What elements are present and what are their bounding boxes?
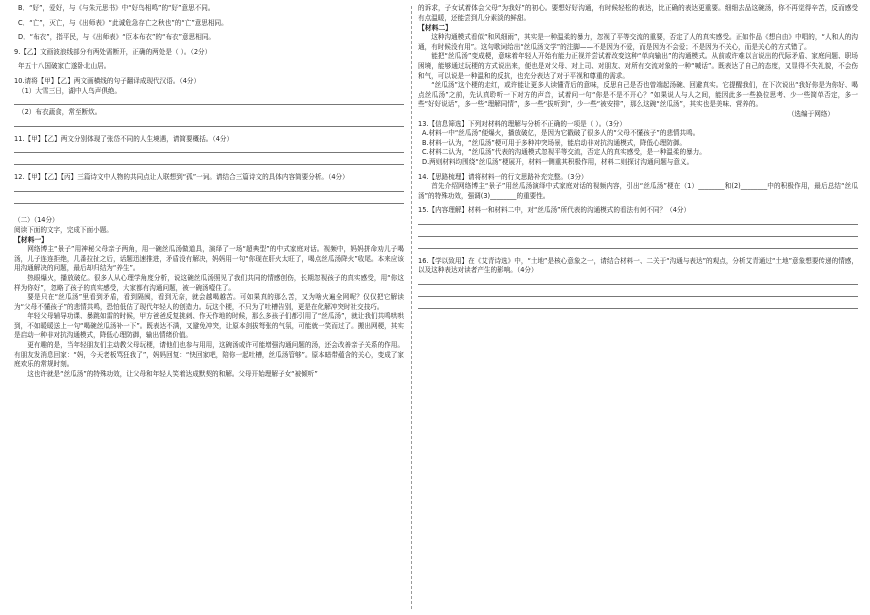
answer-line[interactable]: [14, 118, 404, 127]
answer-line[interactable]: [14, 183, 404, 192]
right-column: [418, 4, 858, 611]
column-divider: [411, 6, 412, 609]
question-10-item-1: （1）大雪三日，湖中人鸟声俱绝。: [18, 86, 122, 95]
answer-line[interactable]: [418, 288, 858, 297]
question-9-sentence: 年五十八国破家亡遂卧北山居。: [18, 62, 111, 71]
material-1-paragraph: 热眼爆火，播放破亿。很多人从心理学角度分析，说这碗丝瓜汤照见了我们共同的情感创伤，长期忽视孩子的真实感受，用“你这样为你好”，忽略了孩子的真实感受，大家都有沟通问题，被一碗汤噎住了。: [14, 273, 404, 292]
question-13-option-d: D.两则材料均围绕“丝瓜汤”梗展开，材料一侧重其积极作用，材料二则探讨沟通问题与意义。: [422, 157, 694, 166]
question-16: 16.【学以致用】在《艾青诗选》中，“土地”是核心意象之一，请结合材料一、二关于“沟通与表达”的观点，分析艾青通过“土地”意象想要传递的情感，以及这种表达对读者产生的影响。（4分）: [418, 256, 858, 275]
question-13-option-b: B.材料一认为，“丝瓜汤”梗可用于多种冲突场景，能启动非对抗沟通模式，降低心理防御。: [422, 138, 687, 147]
answer-line[interactable]: [14, 144, 404, 153]
answer-line[interactable]: [418, 300, 858, 309]
question-15: 15.【内容理解】材料一和材料二中，对“丝瓜汤”所代表的沟通模式的看法有何不同？（4分）: [418, 206, 691, 215]
answer-line[interactable]: [418, 240, 858, 249]
answer-line[interactable]: [418, 216, 858, 225]
material-1-paragraph: 这也许就是“丝瓜汤”的特殊功效，让父母和年轻人笑着达成默契的和解。父母开始理解子女“被倾听”: [27, 369, 318, 378]
material-2-paragraph: 能把“丝瓜汤”变成梗，意味着年轻人开始有能力正视并尝试着改变这种“单向输出”的沟通模式。从前或许难以言说出的代际矛盾、家庭问题、职场困境，能够通过玩梗的方式说出来，便也是对父母、对上司、对朋友、对所有交流对象的一种“喊话”。既表达了自己的态度，又显得不失礼貌，不会伤和气，可以说是一种温和的反抗，也充分表达了对于平视和尊重的需求。: [418, 52, 858, 80]
material-1-paragraph: 要是只在“丝瓜汤”里看到矛盾，看到隔阂，看到无奈，就会越喝越苦。可如果真的那么苦，又为啥火遍全网呢？仅仅把它解读为“父母不懂孩子”的悲情共鸣，恐怕低估了现代年轻人的创造力。玩这个梗，不只为了吐槽告别，更是在化解冲突时社交技巧。: [14, 293, 404, 311]
section-2-instruction: 阅读下面的文字，完成下面小题。: [14, 225, 113, 234]
material-1-paragraph: 网络博主“景子”用神秘父母亲子两角，用一碗丝瓜汤做道具，演绎了一场“超典型”的中式家庭对话。视频中，妈妈拼命劝儿子喝汤，儿子连连拒绝，几番拉扯之后，话题迅速推进，矛盾没有解决，妈妈用一句“你现在肝火太旺了，喝点丝瓜汤降火”收尾。本来应该用沟通解决的问题，最后却归结为“养生”。: [14, 245, 404, 273]
q8-option-b: B．“好”，爱好，与《与朱元思书》中“好鸟相鸣”的“好”意思不同。: [18, 4, 215, 12]
answer-line[interactable]: [418, 276, 858, 285]
answer-line[interactable]: [14, 96, 404, 105]
question-13: 13.【信息筛选】下列对材料的理解与分析不正确的一项是（ ）。（3分）: [418, 119, 626, 128]
material-1-paragraph-continued: 的诉求，子女试着体会父母“为我好”的初心。要想好好沟通，有时候轻松的表达，比正确的表达更重要。细细去品这碗汤，你不再觉得辛苦，反而感受有点温暖，还能尝到几分素淡的鲜甜。: [418, 4, 858, 22]
answer-line[interactable]: [418, 228, 858, 237]
question-9: 9.【乙】文画波浪线部分有两处需断开，正确的两处是（ ）。（2分）: [14, 47, 212, 56]
question-12: 12.【甲】【乙】【丙】三篇诗文中人物的共同点让人联想到“孤”一词。请结合三篇诗文的具体内容简要分析。（4分）: [14, 173, 349, 182]
question-14: 14.【思路梳理】请将材料一的行文思路补充完整。（3分）: [418, 172, 588, 181]
answer-line[interactable]: [14, 195, 404, 204]
question-13-option-a: A.材料一中“丝瓜汤”便爆火，播放破亿，是因为它戳破了很多人的“父母不懂孩子”的悲情共鸣。: [422, 129, 700, 138]
section-2-heading: （二）（14分）: [14, 215, 59, 224]
q8-option-d: D．“布衣”，指平民，与《出师表》“臣本布衣”的“布衣”意思相同。: [18, 33, 216, 42]
question-14-text: 首先介绍网络博主“景子”用丝瓜汤演绎中式家庭对话的视频内容，引出“丝瓜汤”梗在（1）________和(2)________中的积极作用，最后总结“丝瓜汤”的特殊功效，强调(3)________的重要性。: [418, 182, 858, 200]
material-1-title: 【材料一】: [14, 236, 48, 245]
question-11: 11.【甲】【乙】两文分别体现了张岱不同的人生境遇，请简要概括。（4分）: [14, 134, 234, 143]
question-10-item-2: （2）布衣蔬食，常至断炊。: [18, 108, 102, 117]
answer-line[interactable]: [14, 156, 404, 165]
question-10: 10.请将【甲】【乙】两文画横线的句子翻译成现代汉语。（4分）: [14, 76, 201, 85]
material-2-paragraph: “丝瓜汤”这个梗的走红，或许能让更多人读懂背后的意味，反思自己是否也曾端起汤碗、回避真实。它提醒我们，在下次说出“我好你是为你好、喝点丝瓜汤”之前，先认真聆听一下对方的声音，试着问一句“你是不是不开心？”如果说人与人之间，能因此多一些换位思考、少一些简单否定，多一些“好好说话”，多一些“理解同情”，多一些“拔听到”，少一些“被安排”，那么这碗“丝瓜汤”，其实也是美味、营养的。: [418, 81, 858, 109]
left-column: [14, 4, 404, 611]
material-2-paragraph: 这种沟通模式看似“和风细雨”，其实是一种温柔的暴力，忽视了平等交流的重要，否定了人的真实感受。正如作品《想自由》中唱的，“人和人的沟通，有时候没有用”。这句歌词给出“丝瓜汤文学”的注脚——不是因为不爱，而是因为不会爱；不是因为不关心，而是关心的方式错了。: [418, 33, 858, 51]
material-1-paragraph: 更有趣的是，当年轻朋友们主动教父母玩梗，请他们也参与用用，这碗汤或许可能增强沟通问题的汤，还会改善亲子关系的作用。有朋友发消息回家：“妈，今天老板骂狂我了”，妈妈回复：“快回家吧，陪你一起吐槽，丝瓜汤管够”。原本暗带蕴含的关心，变成了家庭欢乐的常规时刻。: [14, 341, 404, 369]
q8-option-c: C．“亡”，灭亡，与《出师表》“此诚危急存亡之秋也”的“亡”意思相同。: [18, 18, 228, 27]
source-note: （选编于网络）: [787, 109, 834, 118]
material-2-title: 【材料二】: [418, 24, 452, 33]
material-1-paragraph: 年轻父母辅导功课、暴跳如雷的时候，甲方爸爸反复挑刺、作天作地的时候，那么多孩子们都引用了“丝瓜汤”，就让我们共鸣哄哄到，不如暖暖送上一句“喝碗丝瓜汤补一下”。既表达不满，又避免冲突，让原本剑拔弩张的气氛，可能就一笑而过了。搬出网梗，其实是启动一种非对抗沟通模式，降低心理防御，输出情绪价值。: [14, 312, 404, 340]
question-13-option-c: C.材料二认为，“丝瓜汤”代表的沟通模式忽视平等交流，否定人的真实感受，是一种温柔的暴力。: [422, 148, 706, 157]
